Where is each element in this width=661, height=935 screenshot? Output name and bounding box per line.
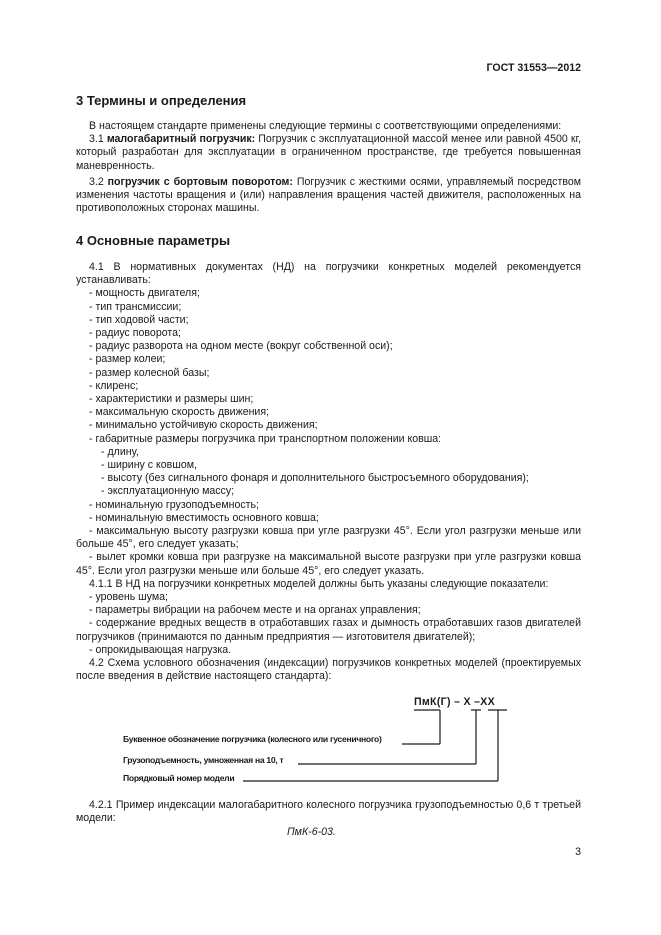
list-item-long: - максимальную высоту разгрузки ковша при угле разгрузки 45°. Если угол разгрузки меньше или больше 45°, его следует указать;: [76, 525, 581, 551]
list-item: - размер колесной базы;: [76, 367, 581, 380]
term-2-definition: Погрузчик с жесткими осями, управляемый посредством изменения частоты вращения и (или) направления вращения частей движителя, расположенных на противоположных сторонах машины.: [76, 175, 582, 215]
list-item: - уровень шума;: [76, 591, 581, 604]
list-item: - размер колеи;: [76, 353, 581, 366]
list-item: - радиус поворота;: [76, 327, 581, 340]
list-item: - клиренс;: [76, 380, 581, 393]
list-item: - максимальную скорость движения;: [76, 406, 581, 419]
para-4-2-1-block: [76, 799, 581, 825]
list-item: - номинальную грузоподъемность;: [76, 499, 581, 512]
legend-letter-designation: Буквенное обозначение погрузчика (колесного или гусеничного): [123, 734, 382, 744]
list-item: - характеристики и размеры шин;: [76, 393, 581, 406]
document-id: ГОСТ 31553—2012: [486, 62, 581, 74]
list-item: - минимально устойчивую скорость движения;: [76, 419, 581, 432]
section-3-title: 3 Термины и определения: [76, 93, 247, 108]
list-item: - параметры вибрации на рабочем месте и на органах управления;: [76, 604, 581, 617]
designation-formula: ПмК(Г) – Х –ХХ: [414, 696, 495, 708]
list-item: - опрокидывающая нагрузка.: [76, 644, 581, 657]
para-4-1: 4.1 В нормативных документах (НД) на погрузчики конкретных моделей рекомендуется устанавливать:: [76, 261, 581, 287]
term-2-number: 3.2: [89, 175, 108, 188]
sublist-item: - высоту (без сигнального фонаря и дополнительного быстросъемного оборудования);: [76, 472, 581, 485]
term-2-name: погрузчик с бортовым поворотом:: [107, 175, 293, 188]
legend-model-number: Порядковый номер модели: [123, 773, 235, 783]
term-1-number: 3.1: [89, 133, 107, 146]
list-item: - тип ходовой части;: [76, 314, 581, 327]
sublist-item: - ширину с ковшом,: [76, 459, 581, 472]
para-4-1-1: 4.1.1 В НД на погрузчики конкретных моделей должны быть указаны следующие показатели:: [89, 577, 549, 590]
para-4-2-1: 4.2.1 Пример индексации малогабаритного колесного погрузчика грузоподъемностью 0,6 т третьей модели:: [76, 799, 581, 825]
page-number: 3: [575, 846, 581, 858]
list-item-long: - вылет кромки ковша при разгрузке на максимальной высоте разгрузки при угле разгрузки ковша 45°. Если угол разгрузки меньше или больше 45°, его следует указать.: [76, 551, 581, 577]
section-3-intro: В настоящем стандарте применены следующие термины с соответствующими определениями:: [89, 120, 562, 132]
sublist-item: - эксплуатационную массу;: [76, 485, 581, 498]
list-item-long: - содержание вредных веществ в отработавших газах и дымность отработавших газов двигателей погрузчиков (принимаются по данным предприятия — изготовителя двигателей);: [76, 617, 581, 643]
designation-example: ПмК-6-03.: [287, 826, 336, 838]
sublist-item: - длину,: [76, 446, 581, 459]
list-item: - габаритные размеры погрузчика при транспортном положении ковша:: [76, 433, 581, 446]
para-4-2: 4.2 Схема условного обозначения (индексации) погрузчиков конкретных моделей (проектируемых после введения в действие настоящего стандарта):: [76, 657, 581, 683]
section-4-title: 4 Основные параметры: [76, 233, 231, 248]
term-1-name: малогабаритный погрузчик:: [106, 133, 256, 146]
list-item: - номинальную вместимость основного ковша;: [76, 512, 581, 525]
legend-capacity: Грузоподъемность, умноженная на 10, т: [123, 755, 284, 765]
term-1-definition: Погрузчик с эксплуатационной массой менее или равной 4500 кг, который разработан для эксплуатации в ограниченном пространстве, где требуется повышенная маневренность.: [76, 133, 582, 172]
list-item: - тип трансмиссии;: [76, 301, 581, 314]
list-item: - мощность двигателя;: [76, 287, 581, 300]
list-item: - радиус разворота на одном месте (вокруг собственной оси);: [76, 340, 581, 353]
